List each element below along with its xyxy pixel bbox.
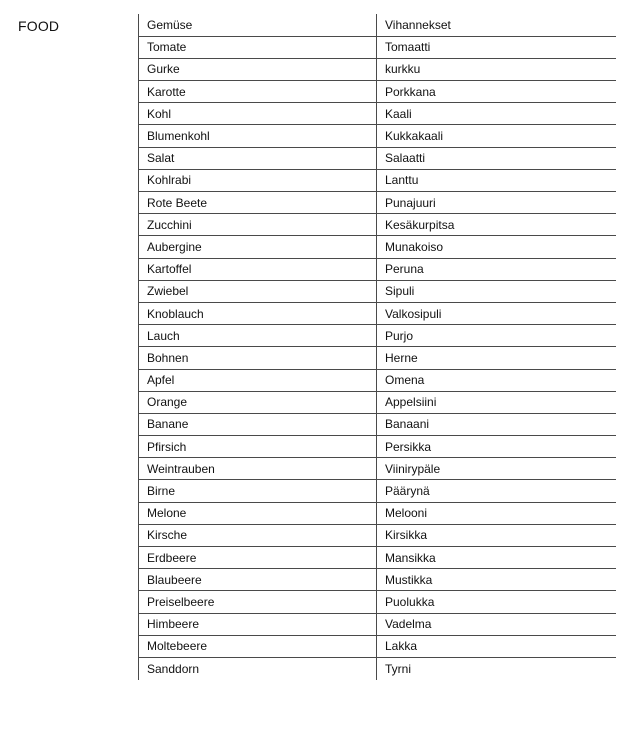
cell-german: Blaubeere (139, 569, 377, 591)
cell-german: Sanddorn (139, 657, 377, 679)
cell-german: Kartoffel (139, 258, 377, 280)
vocabulary-table (138, 14, 616, 680)
table-row (139, 502, 616, 524)
cell-german: Melone (139, 502, 377, 524)
table-row (139, 58, 616, 80)
cell-german: Bohnen (139, 347, 377, 369)
cell-finnish: Vadelma (377, 613, 616, 635)
cell-german: Erdbeere (139, 547, 377, 569)
cell-german: Kohl (139, 103, 377, 125)
table-row (139, 302, 616, 324)
cell-finnish: Mansikka (377, 547, 616, 569)
table-header-row (139, 14, 616, 36)
cell-german: Himbeere (139, 613, 377, 635)
cell-german: Gurke (139, 58, 377, 80)
cell-german: Weintrauben (139, 458, 377, 480)
table-row (139, 480, 616, 502)
cell-finnish: Puolukka (377, 591, 616, 613)
cell-finnish: Herne (377, 347, 616, 369)
cell-german: Zwiebel (139, 280, 377, 302)
cell-finnish: Appelsiini (377, 391, 616, 413)
vocabulary-table-body (139, 14, 616, 680)
table-row (139, 81, 616, 103)
header-finnish: Vihannekset (377, 14, 616, 36)
table-row (139, 325, 616, 347)
table-row (139, 258, 616, 280)
cell-german: Karotte (139, 81, 377, 103)
header-german: Gemüse (139, 14, 377, 36)
table-row (139, 169, 616, 191)
table-row (139, 36, 616, 58)
cell-finnish: Peruna (377, 258, 616, 280)
cell-german: Salat (139, 147, 377, 169)
cell-finnish: Melooni (377, 502, 616, 524)
table-row (139, 657, 616, 679)
cell-german: Aubergine (139, 236, 377, 258)
cell-finnish: Salaatti (377, 147, 616, 169)
cell-finnish: Kaali (377, 103, 616, 125)
cell-german: Blumenkohl (139, 125, 377, 147)
cell-german: Tomate (139, 36, 377, 58)
cell-finnish: Banaani (377, 413, 616, 435)
cell-finnish: Kukkakaali (377, 125, 616, 147)
cell-german: Birne (139, 480, 377, 502)
cell-finnish: Viinirypäle (377, 458, 616, 480)
cell-finnish: Valkosipuli (377, 302, 616, 324)
table-row (139, 369, 616, 391)
cell-finnish: Kesäkurpitsa (377, 214, 616, 236)
table-row (139, 192, 616, 214)
table-row (139, 436, 616, 458)
cell-german: Lauch (139, 325, 377, 347)
cell-finnish: Lanttu (377, 169, 616, 191)
cell-finnish: kurkku (377, 58, 616, 80)
cell-german: Knoblauch (139, 302, 377, 324)
table-row (139, 103, 616, 125)
cell-german: Orange (139, 391, 377, 413)
cell-finnish: Tomaatti (377, 36, 616, 58)
cell-german: Banane (139, 413, 377, 435)
cell-finnish: Porkkana (377, 81, 616, 103)
cell-finnish: Mustikka (377, 569, 616, 591)
table-row (139, 613, 616, 635)
cell-finnish: Munakoiso (377, 236, 616, 258)
table-row (139, 635, 616, 657)
table-row (139, 125, 616, 147)
cell-german: Preiselbeere (139, 591, 377, 613)
cell-german: Moltebeere (139, 635, 377, 657)
cell-german: Kohlrabi (139, 169, 377, 191)
table-row (139, 591, 616, 613)
cell-finnish: Omena (377, 369, 616, 391)
cell-finnish: Sipuli (377, 280, 616, 302)
cell-finnish: Persikka (377, 436, 616, 458)
cell-german: Apfel (139, 369, 377, 391)
table-row (139, 347, 616, 369)
page-heading: FOOD (18, 18, 60, 34)
cell-finnish: Kirsikka (377, 524, 616, 546)
table-row (139, 214, 616, 236)
table-row (139, 280, 616, 302)
cell-german: Pfirsich (139, 436, 377, 458)
table-row (139, 236, 616, 258)
table-row (139, 524, 616, 546)
cell-finnish: Punajuuri (377, 192, 616, 214)
table-row (139, 391, 616, 413)
table-row (139, 569, 616, 591)
cell-german: Zucchini (139, 214, 377, 236)
table-row (139, 413, 616, 435)
cell-finnish: Purjo (377, 325, 616, 347)
cell-finnish: Päärynä (377, 480, 616, 502)
table-row (139, 458, 616, 480)
cell-finnish: Lakka (377, 635, 616, 657)
cell-german: Rote Beete (139, 192, 377, 214)
cell-german: Kirsche (139, 524, 377, 546)
cell-finnish: Tyrni (377, 657, 616, 679)
table-row (139, 147, 616, 169)
table-row (139, 547, 616, 569)
